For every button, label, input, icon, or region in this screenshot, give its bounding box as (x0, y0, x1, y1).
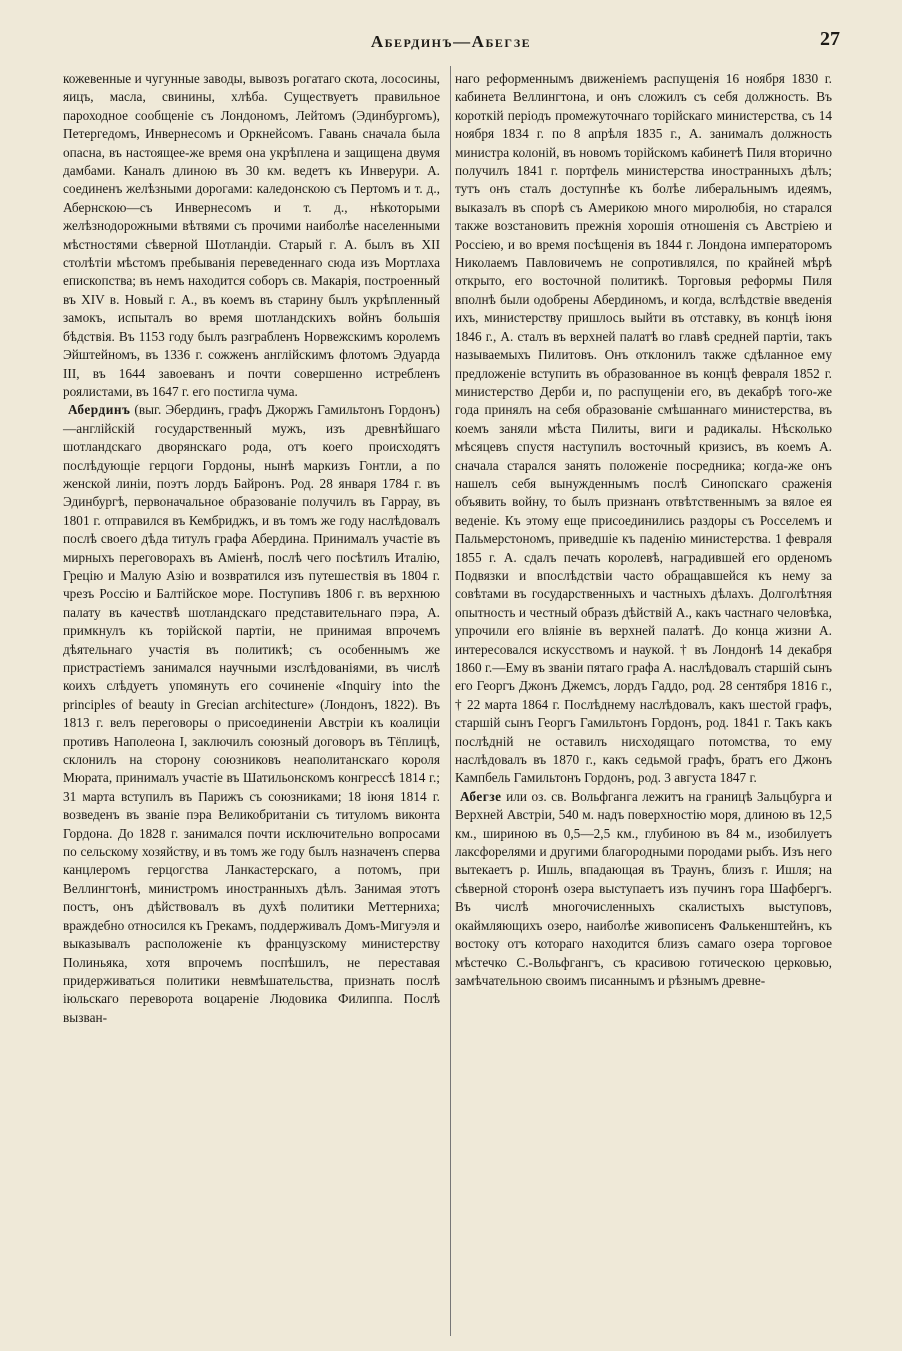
page-number: 27 (820, 28, 840, 50)
paragraph-aberdeen-continued: наго реформеннымъ движеніемъ распущенія 16 ноября 1830 г. кабинета Веллингтона, и онъ сложилъ съ себя должность. Въ короткій періодъ промежуточнаго торійскаго министерства, съ 14 ноября 1834 г. по 8 апрѣля 1835 г., А. занималъ должность министра колоній, въ новомъ торійскомъ кабинетѣ Пиля вторично получилъ 1841 г. портфель министерства иностранныхъ дѣлъ; тутъ онъ сталъ доступнѣе къ болѣе либеральнымъ идеямъ, выказалъ въ спорѣ съ Америкою много миролюбія, но старался также возстановить прежнія хорошія отношенія съ Австріею и Россіею, и во время посѣщенія въ 1844 г. Лондона императоромъ Николаемъ Павловичемъ не сопротивлялся, по крайней мѣрѣ открыто, его восточной политикѣ. Торговыя реформы Пиля вполнѣ были одобрены Абердиномъ, и когда, вслѣдствіе введенія ихъ, министерству пришлось выйти въ отставку, въ концѣ іюня 1846 г., А. сталъ въ верхней палатѣ во главѣ средней партіи, такъ называемыхъ Пилитовъ. Онъ отклонилъ также сдѣланное ему предложеніе вступить въ образованное въ концѣ февраля 1852 г. министерство Дерби и, по распущеніи его, въ декабрѣ того-же года принялъ на себя образованіе смѣшаннаго министерства, въ коемъ заняли мѣста Пилиты, виги и радикалы. Нѣсколько мѣсяцевъ спустя наступилъ восточный кризисъ, въ коемъ А. сначала старался занять положеніе посредника; когда-же онъ нашелъ себя вынужденнымъ послѣ Синопскаго сраженія объявить войну, то былъ признанъ отвѣтственнымъ за вялое ея веденіе. Къ этому еще присоединились раздоры съ Росселемъ и Пальмерстономъ, приведшіе къ паденію министерства. 1 февраля 1855 г. А. сдалъ печать королевѣ, наградившей его орденомъ Подвязки и впослѣдствіи часто обращавшейся къ нему за совѣтами въ государственныхъ и частныхъ дѣлахъ. Долголѣтняя опытность и честный образъ дѣйствій А., какъ частнаго человѣка, упрочили его вліяніе въ верхней палатѣ. До конца жизни А. интересовался искусствомъ и наукой. † въ Лондонѣ 14 декабря 1860 г.—Ему въ званіи пятаго графа А. наслѣдовалъ старшій сынъ его Георгъ Джонъ Джемсъ, лордъ Гаддо, род. 28 сентября 1816 г., † 22 марта 1864 г. Послѣднему наслѣдовалъ, какъ шестой графъ, старшій сынъ Георгъ Гамильтонъ Гордонъ, род. 1841 г. Такъ какъ послѣдній не оставилъ нисходящаго потомства, то ему наслѣдовалъ въ 1870 г., какъ седьмой графъ, братъ его Джонъ Кампбель Гамильтонъ Гордонъ, род. 3 августа 1847 г. (455, 71, 832, 786)
entry-text: или оз. св. Вольфганга лежитъ на границѣ Зальцбурга и Верхней Австріи, 540 м. надъ поверхностію моря, длиною въ 12,5 км., шириною въ 0,5—2,5 км., глубиною въ 84 м., изобилуетъ лаксфорелями и другими благородными породами рыбъ. Изъ него вытекаетъ р. Ишль, впадающая въ Траунъ, близъ г. Ишля; на сѣверной сторонѣ озера выступаетъ изъ пучинъ гора Шафбергъ. Въ числѣ многочисленныхъ скалистыхъ выступовъ, окаймляющихъ озеро, наиболѣе живописенъ Фалькенштейнъ, къ востоку отъ котораго находится близъ самаго озера торговое мѣстечко С.-Вольфгангъ, съ красивою готическою церковью, замѣчательною своимъ писаннымъ и рѣзнымъ древне- (455, 788, 832, 988)
left-column (63, 70, 440, 1027)
entry-aberdeen-earl (63, 401, 440, 1027)
entry-headword: Абегзе (460, 788, 502, 804)
running-title: Абердинъ—Абегзе (370, 32, 532, 51)
right-column (455, 70, 832, 990)
page-header (62, 28, 840, 60)
entry-headword: Абердинъ (68, 402, 131, 418)
paragraph-aberdeen-city: кожевенные и чугунные заводы, вывозъ рогатаго скота, лососины, яицъ, масла, свинины, хлѣба. Существуетъ правильное пароходное сообщеніе съ Лондономъ, Лейтомъ (Эдинбургомъ), Петергедомъ, Инвернесомъ и Оркнейсомъ. Гавань сначала была опасна, въ настоящее-же время она укрѣплена и защищена двумя дамбами. Каналъ длиною въ 30 км. ведетъ къ Инверури. А. соединенъ желѣзными дорогами: каледонскою съ Пертомъ и т. д., Абернскою—съ Инвернесомъ и т. д., нѣкоторыми желѣзнодорожными вѣтвями съ прочими наиболѣе населенными мѣстностями сѣверной Шотландіи. Старый г. А. былъ въ XII столѣтіи мѣстомъ пребыванія переведеннаго сюда изъ Мортлаха епископства; въ немъ находится соборъ св. Макарія, построенный въ XIV в. Новый г. А., въ коемъ въ старину былъ укрѣпленный замокъ, испыталъ во время шотландскихъ войнъ большія бѣдствія. Въ 1153 году былъ разграбленъ Норвежскимъ королемъ Эйштейномъ, въ 1336 г. сожженъ англійскимъ флотомъ Эдуарда III, въ 1644 завоеванъ и почти совершенно истребленъ роялистами, въ 1647 г. его постигла чума. (63, 71, 440, 399)
entry-text: (выг. Эбердинъ, графъ Джоржъ Гамильтонъ Гордонъ)—англійскій государственный мужъ, изъ древнѣйшаго шотландскаго дворянскаго рода, отъ коего происходятъ послѣдующіе герцоги Гордоны, нынѣ маркизъ Гонтли, а по женской линіи, поэтъ лордъ Байронъ. Род. 28 января 1784 г. въ Эдинбургѣ, первоначальное образованіе получилъ въ Гаррау, въ 1801 г. отправился въ Кембриджъ, и въ томъ же году наслѣдовалъ послѣ своего дѣда титулъ графа Абердина. Принималъ участіе въ мирныхъ переговорахъ въ Аміенѣ, послѣ чего посѣтилъ Италію, Грецію и Малую Азію и возвратился изъ путешествія въ 1804 г. чрезъ Россію и Балтійское море. Поступивъ 1806 г. въ верхнюю палату въ качествѣ шотландскаго представительнаго пэра, А. примкнулъ къ торійской партіи, не принимая впрочемъ дѣятельнаго участія въ политикѣ; съ особеннымъ же пристрастіемъ занимался научными изслѣдованіями, въ числѣ коихъ слѣдуетъ упомянуть его сочиненіе «Inquiry into the principles of beauty in Grecian architecture» (Лондонъ, 1822). Въ 1813 г. велъ переговоры о присоединеніи Австріи къ коалиціи противъ Наполеона I, заключилъ союзный договоръ въ Тёплицѣ, склонилъ на сторону союзниковъ неаполитанскаго короля Мюрата, принималъ участіе въ Шатильонскомъ конгрессѣ 1814 г.; 31 марта вступилъ въ Парижъ съ союзниками; 18 іюня 1814 г. возведенъ въ званіе пэра Великобританіи съ титуломъ виконта Гордона. До 1828 г. занимался почти исключительно вопросами по сельскому хозяйству, и въ томъ же году былъ назначенъ сперва канцлеромъ герцогства Ланкастерскаго, а потомъ, при Веллингтонѣ, министромъ иностранныхъ дѣлъ. Занимая этотъ постъ, онъ дѣйствовалъ въ духѣ политики Меттерниха; враждебно относился къ Грекамъ, поддерживалъ Домъ-Мигуэля и выказывалъ расположеніе къ французскому министерству Полиньяка, хотя впрочемъ поспѣшилъ, не переставая придерживаться политики невмѣшательства, признать послѣ іюльскаго переворота воцареніе Людовика Филиппа. Послѣ вызван- (63, 402, 440, 1025)
column-divider (450, 66, 451, 1336)
entry-abersee (455, 788, 832, 990)
